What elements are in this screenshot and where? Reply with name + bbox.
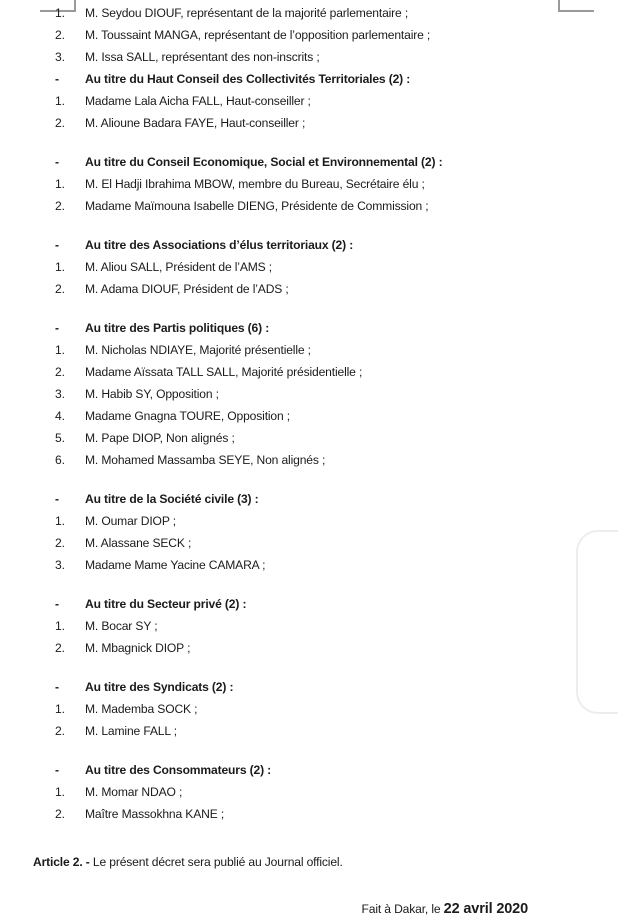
list-item [0, 785, 600, 807]
signature-date: 22 avril 2020 [443, 901, 528, 917]
list-item [0, 28, 600, 50]
section-conseil-economique [0, 155, 600, 221]
list-marker: 1. [55, 343, 65, 357]
section-societe-civile [0, 492, 600, 580]
section-heading-text: Au titre des Associations d’élus territoriaux (2) : [85, 238, 354, 252]
list-item-text: M. Seydou DIOUF, représentant de la majorité parlementaire ; [85, 6, 409, 20]
section-heading-text: Au titre du Conseil Economique, Social et Environnemental (2) : [85, 155, 443, 169]
section-heading-text: Au titre du Haut Conseil des Collectivités Territoriales (2) : [85, 72, 411, 86]
intro-list [0, 6, 600, 72]
section-heading-text: Au titre de la Société civile (3) : [85, 492, 259, 506]
list-item [0, 343, 600, 365]
list-item [0, 453, 600, 475]
list-item [0, 409, 600, 431]
list-marker: 1. [55, 785, 65, 799]
article-2-text: Le présent décret sera publié au Journal officiel. [89, 855, 343, 869]
list-item-text: Madame Lala Aicha FALL, Haut-conseiller ; [85, 94, 311, 108]
list-marker: 1. [55, 260, 65, 274]
list-item-text: Madame Mame Yacine CAMARA ; [85, 558, 266, 572]
section-heading [0, 763, 600, 785]
list-item-text: M. Adama DIOUF, Président de l’ADS ; [85, 282, 289, 296]
section-syndicats [0, 680, 600, 746]
heading-marker: - [55, 238, 59, 252]
list-marker: 1. [55, 6, 65, 20]
list-marker: 3. [55, 387, 65, 401]
list-item [0, 6, 600, 28]
list-item-text: M. Toussaint MANGA, représentant de l’opposition parlementaire ; [85, 28, 431, 42]
article-2-paragraph [0, 855, 600, 869]
section-heading [0, 321, 600, 343]
heading-marker: - [55, 597, 59, 611]
section-haut-conseil [0, 72, 600, 138]
section-consommateurs [0, 763, 600, 829]
list-item-text: M. Alioune Badara FAYE, Haut-conseiller ; [85, 116, 306, 130]
list-item-text: M. Alassane SECK ; [85, 536, 192, 550]
section-heading-text: Au titre des Syndicats (2) : [85, 680, 234, 694]
list-item-text: M. Aliou SALL, Président de l’AMS ; [85, 260, 272, 274]
section-secteur-prive [0, 597, 600, 663]
list-item [0, 807, 600, 829]
list-item-text: Madame Aïssata TALL SALL, Majorité présidentielle ; [85, 365, 363, 379]
section-heading-text: Au titre des Consommateurs (2) : [85, 763, 272, 777]
list-marker: 2. [55, 807, 65, 821]
section-heading [0, 72, 600, 94]
heading-marker: - [55, 321, 59, 335]
list-marker: 5. [55, 431, 65, 445]
list-marker: 2. [55, 199, 65, 213]
list-marker: 3. [55, 558, 65, 572]
section-heading-text: Au titre du Secteur privé (2) : [85, 597, 247, 611]
list-item-text: M. El Hadji Ibrahima MBOW, membre du Bureau, Secrétaire élu ; [85, 177, 425, 191]
list-item [0, 199, 600, 221]
list-item-text: M. Mohamed Massamba SEYE, Non alignés ; [85, 453, 326, 467]
list-marker: 1. [55, 702, 65, 716]
article-2-label: Article 2. - [33, 855, 90, 869]
list-marker: 1. [55, 619, 65, 633]
list-item [0, 536, 600, 558]
list-item [0, 50, 600, 72]
list-item [0, 619, 600, 641]
list-item-text: Maître Massokhna KANE ; [85, 807, 225, 821]
list-marker: 2. [55, 116, 65, 130]
section-heading [0, 155, 600, 177]
list-item-text: Madame Maïmouna Isabelle DIENG, Présidente de Commission ; [85, 199, 429, 213]
list-marker: 2. [55, 365, 65, 379]
list-marker: 2. [55, 724, 65, 738]
heading-marker: - [55, 763, 59, 777]
list-item-text: M. Bocar SY ; [85, 619, 158, 633]
list-marker: 4. [55, 409, 65, 423]
list-item-text: M. Mbagnick DIOP ; [85, 641, 191, 655]
list-item [0, 724, 600, 746]
section-heading-text: Au titre des Partis politiques (6) : [85, 321, 270, 335]
signature-place: Fait à Dakar, le [361, 902, 444, 916]
section-heading [0, 238, 600, 260]
list-marker: 1. [55, 94, 65, 108]
section-heading [0, 492, 600, 514]
list-item-text: Madame Gnagna TOURE, Opposition ; [85, 409, 291, 423]
section-heading [0, 680, 600, 702]
heading-marker: - [55, 72, 59, 86]
signature-line [0, 901, 600, 917]
list-item [0, 282, 600, 304]
list-marker: 6. [55, 453, 65, 467]
list-item-text: M. Issa SALL, représentant des non-inscrits ; [85, 50, 320, 64]
heading-marker: - [55, 155, 59, 169]
list-marker: 2. [55, 28, 65, 42]
list-item [0, 116, 600, 138]
list-item [0, 365, 600, 387]
list-item [0, 260, 600, 282]
list-marker: 1. [55, 177, 65, 191]
list-item [0, 431, 600, 453]
list-item-text: M. Lamine FALL ; [85, 724, 177, 738]
list-item-text: M. Pape DIOP, Non alignés ; [85, 431, 235, 445]
list-item-text: M. Nicholas NDIAYE, Majorité présentielle ; [85, 343, 311, 357]
list-item [0, 514, 600, 536]
list-marker: 2. [55, 641, 65, 655]
list-marker: 2. [55, 536, 65, 550]
list-item [0, 94, 600, 116]
list-item [0, 558, 600, 580]
section-heading [0, 597, 600, 619]
list-item-text: M. Mademba SOCK ; [85, 702, 198, 716]
heading-marker: - [55, 680, 59, 694]
list-item-text: M. Oumar DIOP ; [85, 514, 176, 528]
list-item-text: M. Momar NDAO ; [85, 785, 183, 799]
heading-marker: - [55, 492, 59, 506]
list-item [0, 641, 600, 663]
list-marker: 1. [55, 514, 65, 528]
list-marker: 3. [55, 50, 65, 64]
section-partis-politiques [0, 321, 600, 475]
list-item [0, 387, 600, 409]
list-item-text: M. Habib SY, Opposition ; [85, 387, 219, 401]
list-marker: 2. [55, 282, 65, 296]
list-item [0, 177, 600, 199]
section-associations-elus [0, 238, 600, 304]
list-item [0, 702, 600, 724]
